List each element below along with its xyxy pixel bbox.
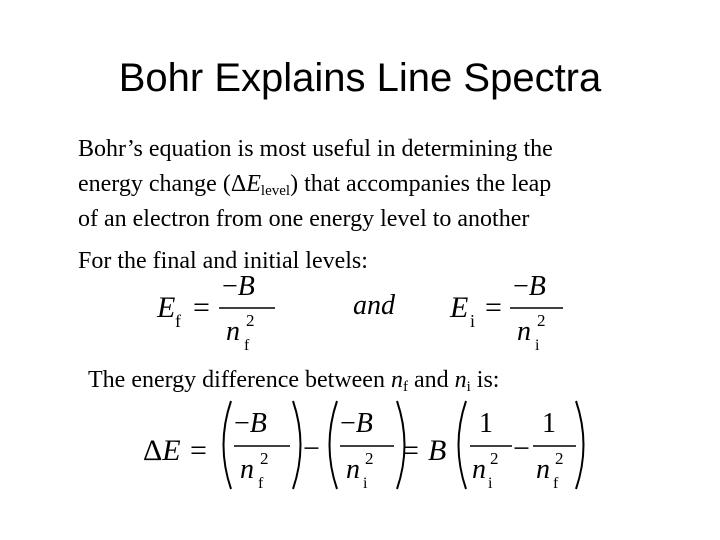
paragraph-line-3: of an electron from one energy level to another	[78, 206, 530, 232]
frac2-subscript: i	[363, 475, 368, 492]
paragraph-final-initial: For the final and initial levels:	[78, 248, 368, 274]
slide-title: Bohr Explains Line Spectra	[118, 56, 602, 100]
paren-right-1	[293, 401, 301, 489]
frac3-exponent: 2	[490, 449, 499, 468]
energy-symbol: E	[246, 171, 261, 197]
eq2-minus-2: −	[513, 432, 530, 465]
ei-denominator-subscript: i	[535, 337, 540, 354]
ef-equals: =	[193, 291, 210, 324]
frac2-b: B	[355, 408, 373, 439]
equation-ei	[449, 271, 563, 354]
word-and: and	[353, 290, 395, 321]
ei-numerator	[513, 271, 546, 302]
frac1-exponent: 2	[260, 449, 269, 468]
ei-b: B	[528, 271, 546, 302]
ei-denominator-n: n	[517, 316, 531, 347]
frac3-subscript: i	[488, 475, 493, 492]
frac1-n: n	[240, 454, 254, 485]
subscript-i: i	[466, 379, 471, 395]
n-symbol-f: n	[390, 367, 403, 393]
ef-subscript: f	[175, 311, 181, 331]
ef-symbol: E	[157, 291, 176, 324]
delta-e-delta: Δ	[143, 434, 163, 467]
frac3-n: n	[472, 454, 486, 485]
eq2-equals-2: =	[402, 434, 419, 467]
n-symbol-i: n	[454, 367, 467, 393]
text-is: is:	[470, 367, 500, 393]
ei-equals: =	[485, 291, 502, 324]
frac4-subscript: f	[553, 475, 559, 492]
ei-symbol: E	[450, 291, 469, 324]
frac3-one: 1	[479, 408, 493, 439]
ef-b: B	[237, 271, 255, 302]
paragraph-line-1: Bohr’s equation is most useful in determining the	[78, 136, 553, 162]
eq2-equals-1: =	[190, 434, 207, 467]
equation-energy-difference	[143, 401, 584, 492]
ef-denominator-n: n	[226, 316, 240, 347]
eq2-b: B	[428, 434, 447, 467]
ei-exponent: 2	[537, 311, 546, 330]
frac1-minus: −	[234, 408, 250, 439]
eq2-minus: −	[303, 432, 320, 465]
paren-right-3	[576, 401, 584, 489]
frac4-n: n	[536, 454, 550, 485]
frac1-numerator	[234, 408, 267, 439]
frac1-subscript: f	[258, 475, 264, 492]
delta-symbol: Δ	[230, 171, 247, 197]
frac2-numerator	[340, 408, 373, 439]
text-energy-change: energy change (	[78, 171, 231, 197]
ef-exponent: 2	[246, 311, 255, 330]
text-energy-difference: The energy difference between	[88, 367, 391, 393]
subscript-level: level	[260, 183, 291, 199]
paren-left-2	[330, 401, 338, 489]
frac2-n: n	[346, 454, 360, 485]
frac2-minus: −	[340, 408, 356, 439]
ei-subscript: i	[470, 311, 476, 331]
subscript-f: f	[402, 379, 408, 395]
ef-numerator	[222, 271, 255, 302]
ef-minus: −	[222, 271, 238, 302]
ei-minus: −	[513, 271, 529, 302]
frac1-b: B	[249, 408, 267, 439]
delta-e-e: E	[162, 434, 181, 467]
frac4-exponent: 2	[555, 449, 564, 468]
paren-left-3	[459, 401, 467, 489]
text-and: and	[407, 367, 455, 393]
paren-left-1	[224, 401, 232, 489]
frac4-one: 1	[542, 408, 556, 439]
delta-e	[143, 434, 181, 467]
frac2-exponent: 2	[365, 449, 374, 468]
equation-ef	[156, 271, 275, 354]
text-accompanies: ) that accompanies the leap	[290, 171, 552, 197]
ef-denominator-subscript: f	[244, 337, 250, 354]
